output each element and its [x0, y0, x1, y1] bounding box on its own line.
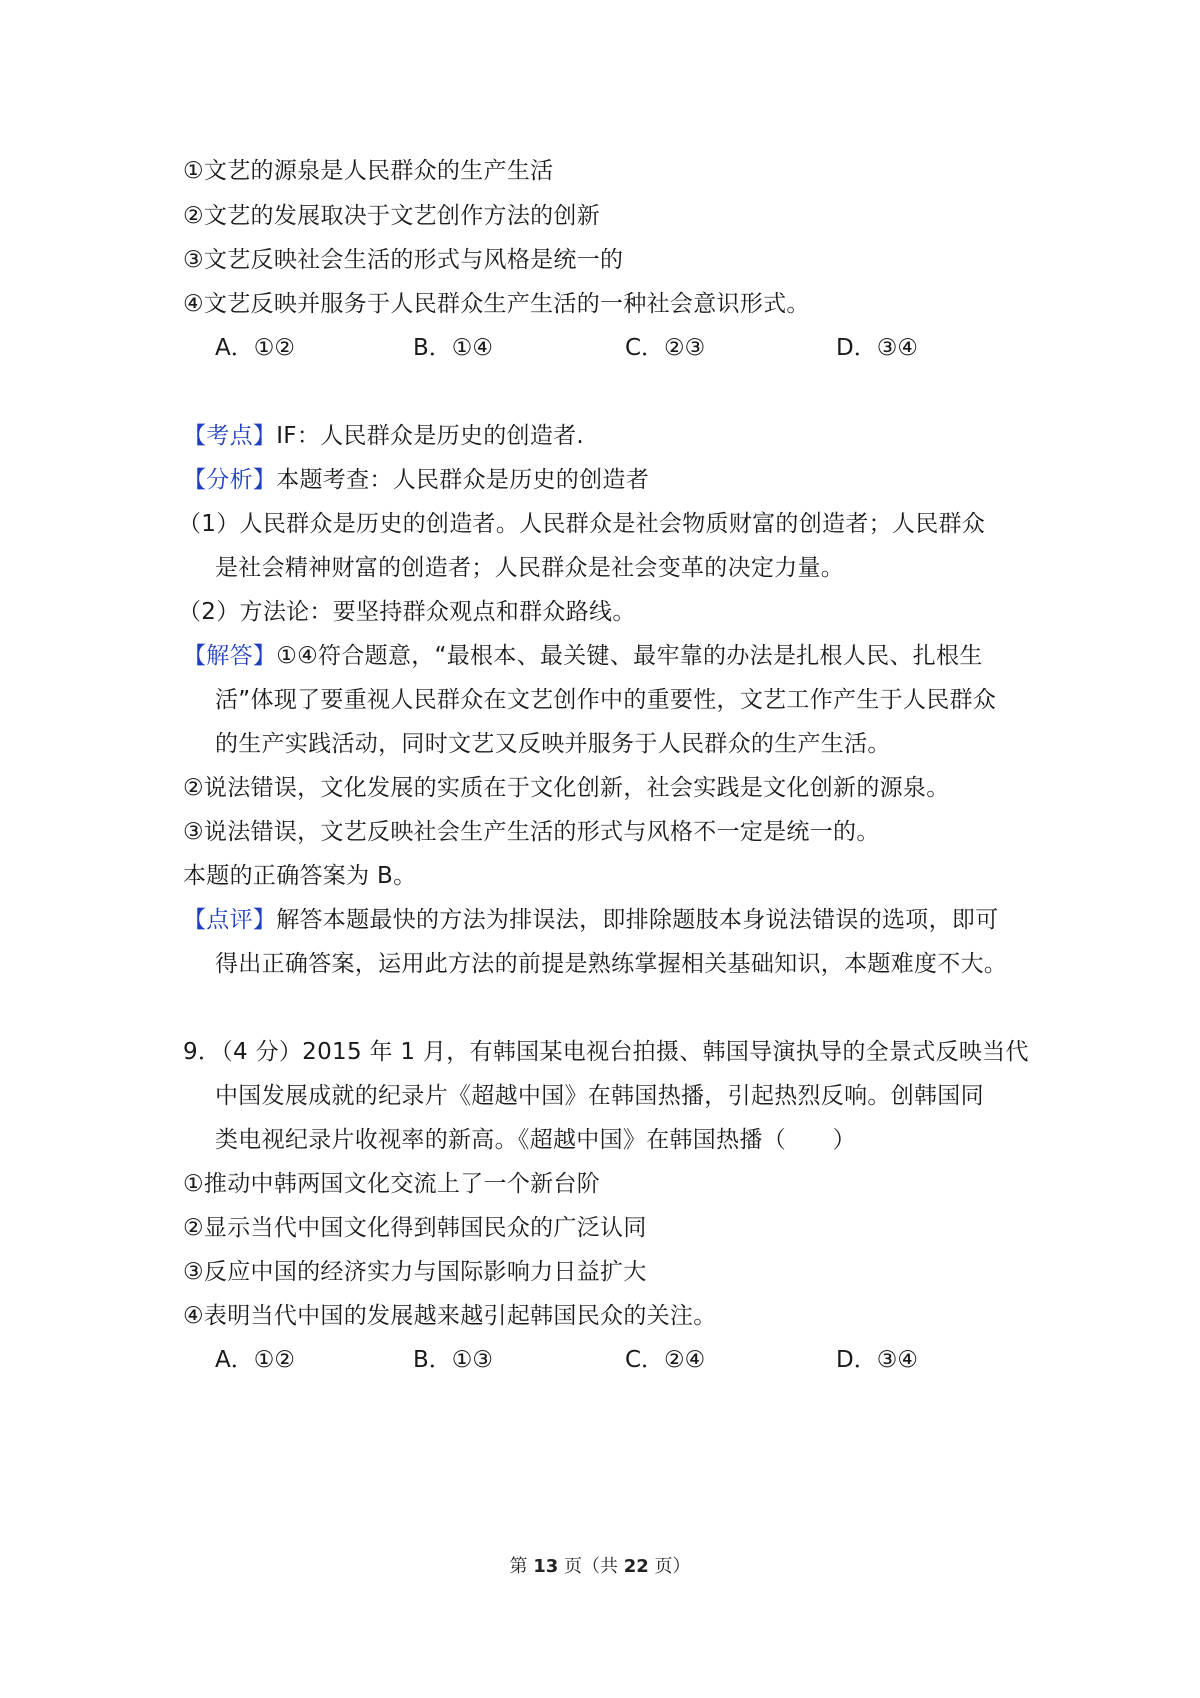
page-footer [0, 1552, 1200, 1578]
dianping-tag: 【点评】 [183, 907, 277, 933]
answer-line: 本题的正确答案为 B。 [183, 863, 417, 889]
q9-stem-line1: 9．（4 分）2015 年 1 月，有韩国某电视台拍摄、韩国导演执导的全景式反映当代 [183, 1039, 1029, 1065]
wrong2-line: ②说法错误，文化发展的实质在于文化创新，社会实践是文化创新的源泉。 [183, 775, 950, 801]
point1-line1: （1）人民群众是历史的创造者。人民群众是社会物质财富的创造者；人民群众 [178, 511, 986, 537]
jieda-text-1: ①④符合题意，“最根本、最关键、最牢靠的办法是扎根人民、扎根生 [276, 643, 983, 669]
footer-page-number: 13 [533, 1556, 559, 1577]
point2-line: （2）方法论：要坚持群众观点和群众路线。 [178, 599, 636, 625]
point1-line2: 是社会精神财富的创造者；人民群众是社会变革的决定力量。 [215, 555, 845, 581]
q8-statement-3: ③文艺反映社会生活的形式与风格是统一的 [183, 247, 624, 273]
q9-option-c: C．②④ [625, 1347, 706, 1373]
footer-middle: 页（共 [564, 1556, 618, 1577]
q8-option-b: B．①④ [413, 335, 494, 361]
fenxi-line [183, 465, 649, 495]
q9-statement-3: ③反应中国的经济实力与国际影响力日益扩大 [183, 1259, 647, 1285]
jieda-line2: 活”体现了要重视人民群众在文艺创作中的重要性，文艺工作产生于人民群众 [215, 687, 997, 713]
q9-statement-4: ④表明当代中国的发展越来越引起韩国民众的关注。 [183, 1303, 717, 1329]
q9-option-a: A．①② [215, 1347, 295, 1373]
fenxi-tag: 【分析】 [183, 467, 277, 493]
q9-stem-line2: 中国发展成就的纪录片《超越中国》在韩国热播，引起热烈反响。创韩国同 [215, 1083, 984, 1109]
q8-option-c: C．②③ [625, 335, 706, 361]
q9-statement-1: ①推动中韩两国文化交流上了一个新台阶 [183, 1171, 601, 1197]
q8-option-d: D．③④ [836, 335, 918, 361]
q9-stem-line3: 类电视纪录片收视率的新高。《超越中国》在韩国热播（ ） [215, 1127, 856, 1153]
kaodian-tag: 【考点】 [183, 423, 277, 449]
kaodian-text: IF：人民群众是历史的创造者. [276, 423, 585, 449]
jieda-line3: 的生产实践活动，同时文艺又反映并服务于人民群众的生产生活。 [215, 731, 891, 757]
q8-statement-4: ④文艺反映并服务于人民群众生产生活的一种社会意识形式。 [183, 291, 810, 317]
q8-option-a: A．①② [215, 335, 295, 361]
q9-option-d: D．③④ [836, 1347, 918, 1373]
q9-statement-2: ②显示当代中国文化得到韩国民众的广泛认同 [183, 1215, 647, 1241]
jieda-line1 [183, 641, 983, 671]
dianping-text-1: 解答本题最快的方法为排误法，即排除题肢本身说法错误的选项，即可 [276, 907, 999, 933]
q8-statement-1: ①文艺的源泉是人民群众的生产生活 [183, 158, 554, 184]
dianping-line2: 得出正确答案，运用此方法的前提是熟练掌握相关基础知识，本题难度不大。 [215, 951, 1008, 977]
jieda-tag: 【解答】 [183, 643, 277, 669]
q8-statement-2: ②文艺的发展取决于文艺创作方法的创新 [183, 203, 601, 229]
kaodian-line [183, 421, 584, 451]
q9-option-b: B．①③ [413, 1347, 494, 1373]
footer-prefix: 第 [509, 1556, 528, 1577]
wrong3-line: ③说法错误，文艺反映社会生产生活的形式与风格不一定是统一的。 [183, 819, 880, 845]
footer-total-pages: 22 [623, 1556, 649, 1577]
fenxi-text: 本题考查：人民群众是历史的创造者 [276, 467, 650, 493]
footer-suffix: 页） [654, 1556, 691, 1577]
dianping-line1 [183, 905, 999, 935]
